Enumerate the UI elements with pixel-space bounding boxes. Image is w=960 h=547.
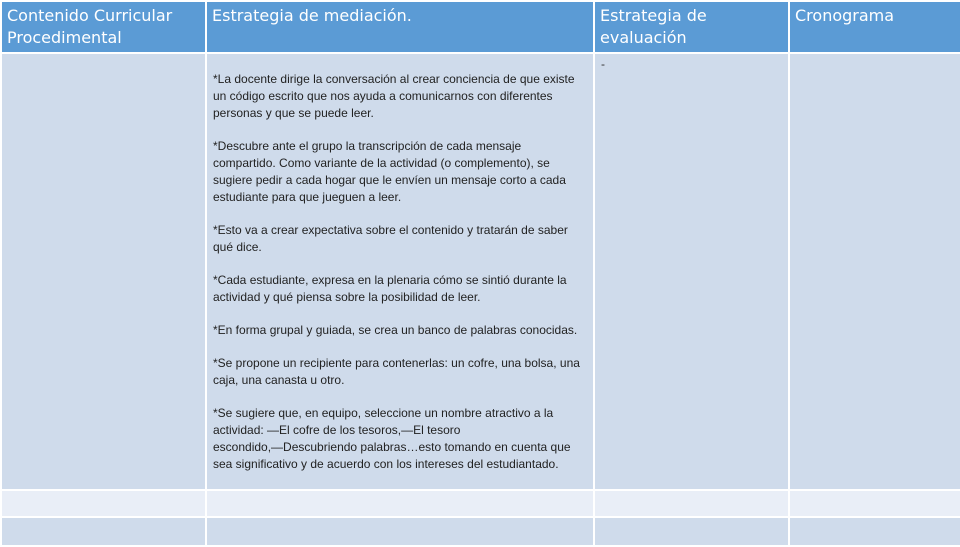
empty-cell: [2, 491, 205, 516]
mediacion-paragraph: *Cada estudiante, expresa en la plenaria cómo se sintió durante la actividad y qué piensa sobre la posibilidad de leer.: [213, 273, 567, 304]
empty-cell: [595, 518, 788, 545]
cell-evaluacion: [595, 54, 788, 489]
mediacion-paragraph: *La docente dirige la conversación al crear conciencia de que existe un código escrito que nos ayuda a comunicarnos con diferentes personas y que se puede leer.: [213, 72, 575, 120]
header-contenido-curricular: Contenido Curricular Procedimental: [2, 2, 205, 52]
table-row: [2, 518, 960, 545]
empty-cell: [790, 491, 960, 516]
mediacion-paragraph: *Se sugiere que, en equipo, seleccione un nombre atractivo a la actividad: ―El cofre de los tesoros,―El tesoro escondido,―Descubriendo palabras…esto tomando en cuenta que sea significativo y de acuerdo con los intereses del estudiantado.: [213, 406, 571, 471]
header-estrategia-evaluacion: Estrategia de evaluación: [595, 2, 788, 52]
empty-cell: [595, 491, 788, 516]
cell-mediacion: [207, 54, 593, 489]
mediacion-paragraph: *Esto va a crear expectativa sobre el contenido y tratarán de saber qué dice.: [213, 223, 568, 254]
empty-cell: [207, 491, 593, 516]
cell-contenido: [2, 54, 205, 489]
table-row: [2, 54, 960, 489]
empty-cell: [207, 518, 593, 545]
mediacion-paragraph: *Se propone un recipiente para contenerlas: un cofre, una bolsa, una caja, una canasta u otro.: [213, 356, 580, 387]
mediacion-paragraph-list: [213, 54, 587, 473]
header-cronograma: Cronograma: [790, 2, 960, 52]
header-row: [2, 2, 960, 52]
empty-cell: [2, 518, 205, 545]
mediacion-paragraph: *Descubre ante el grupo la transcripción de cada mensaje compartido. Como variante de la actividad (o complemento), se sugiere pedir a cada hogar que le envíen un mensaje corto a cada estudiante para que jueguen a leer.: [213, 139, 566, 204]
table-row: [2, 491, 960, 516]
mediacion-paragraph: *En forma grupal y guiada, se crea un banco de palabras conocidas.: [213, 323, 578, 337]
header-estrategia-mediacion: Estrategia de mediación.: [207, 2, 593, 52]
empty-cell: [790, 518, 960, 545]
cell-cronograma: [790, 54, 960, 489]
evaluacion-text: -: [601, 57, 605, 71]
